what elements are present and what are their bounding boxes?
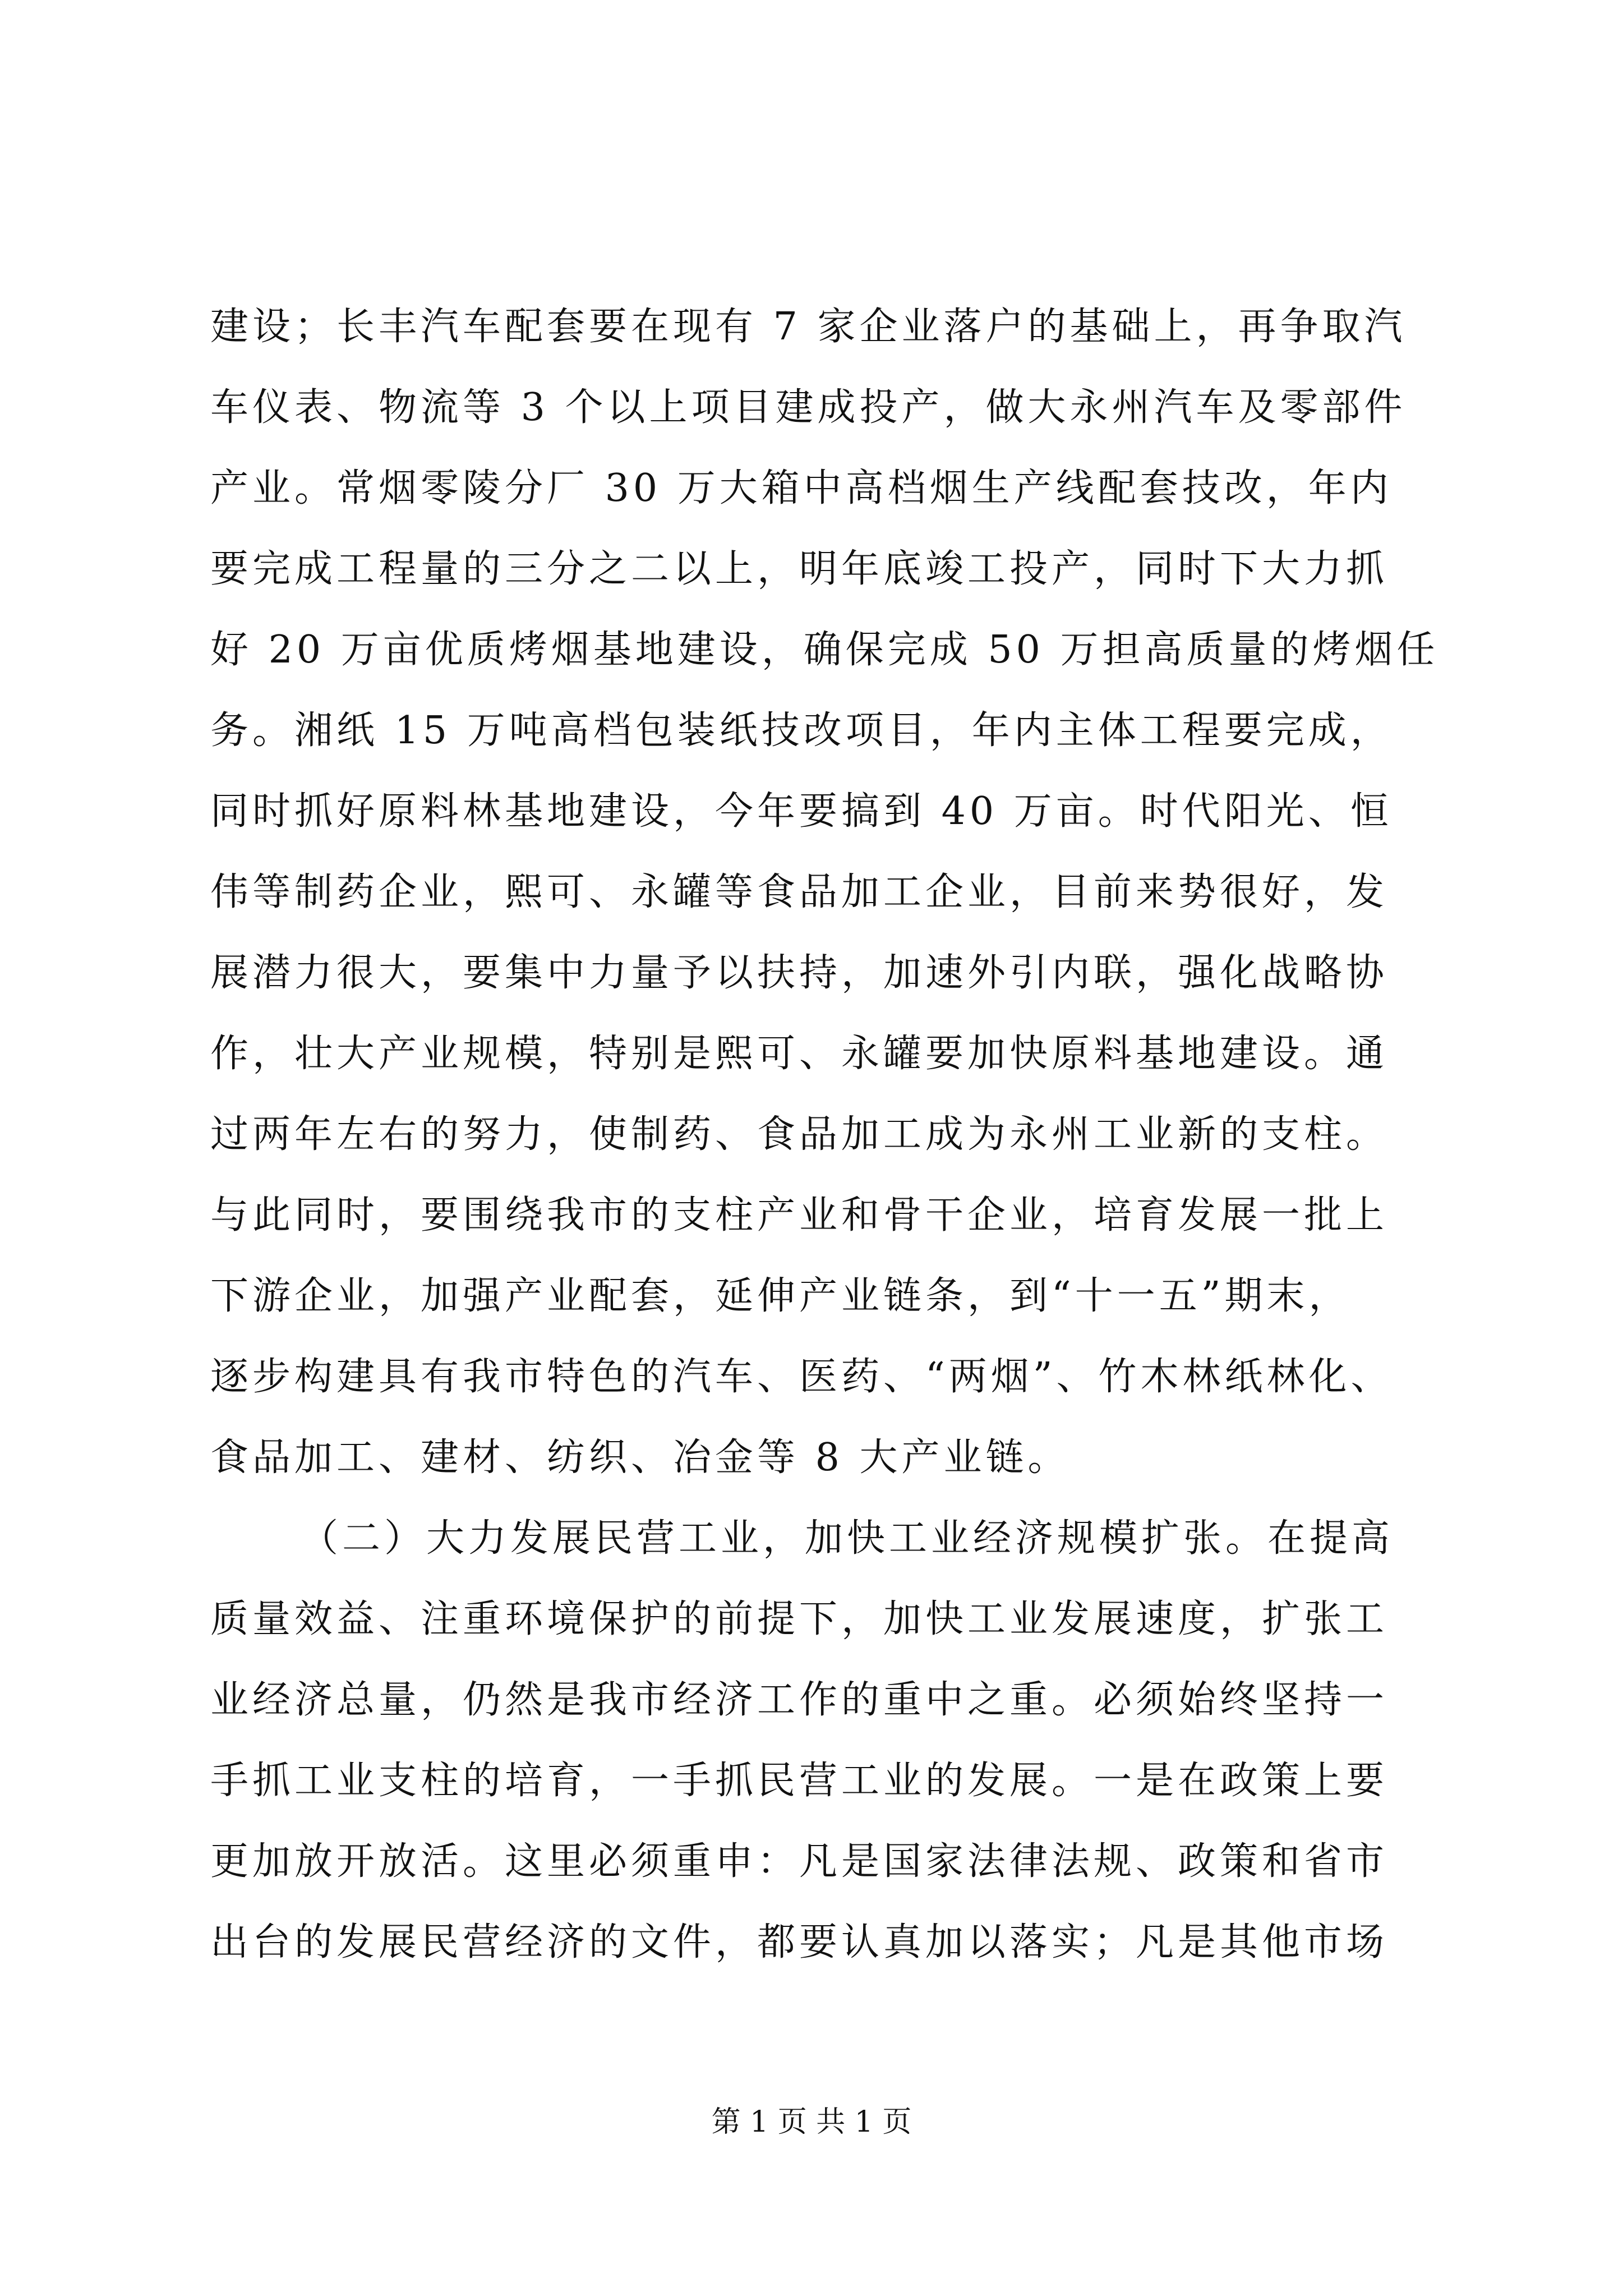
body-line: 下游企业，加强产业配套，延伸产业链条，到“十一五”期末， — [210, 1274, 1351, 1318]
body-line: 与此同时，要围绕我市的支柱产业和骨干企业，培育发展一批上 — [210, 1193, 1389, 1237]
body-line: 产业。常烟零陵分厂 30 万大箱中高档烟生产线配套技改，年内 — [210, 466, 1393, 510]
body-line: 食品加工、建材、纺织、冶金等 8 大产业链。 — [210, 1435, 1070, 1480]
body-line: 车仪表、物流等 3 个以上项目建成投产，做大永州汽车及零部件 — [210, 385, 1407, 430]
body-line: 过两年左右的努力，使制药、食品加工成为永州工业新的支柱。 — [210, 1112, 1389, 1157]
body-line: 建设；长丰汽车配套要在现有 7 家企业落户的基础上，再争取汽 — [210, 305, 1407, 349]
body-line: 好 20 万亩优质烤烟基地建设，确保完成 50 万担高质量的烤烟任 — [210, 628, 1439, 672]
body-line: 出台的发展民营经济的文件，都要认真加以落实；凡是其他市场 — [210, 1920, 1389, 1964]
body-line: 手抓工业支柱的培育，一手抓民营工业的发展。一是在政策上要 — [210, 1759, 1389, 1803]
body-line: 更加放开放活。这里必须重申：凡是国家法律法规、政策和省市 — [210, 1839, 1389, 1884]
body-line: 作，壮大产业规模，特别是熙可、永罐要加快原料基地建设。通 — [210, 1032, 1389, 1076]
body-line: 逐步构建具有我市特色的汽车、医药、“两烟”、竹木林纸林化、 — [210, 1355, 1393, 1399]
body-line: 质量效益、注重环境保护的前提下，加快工业发展速度，扩张工 — [210, 1597, 1389, 1641]
body-line: 展潜力很大，要集中力量予以扶持，加速外引内联，强化战略协 — [210, 951, 1389, 995]
page-number-footer: 第 1 页 共 1 页 — [711, 2105, 912, 2139]
body-line: 务。湘纸 15 万吨高档包装纸技改项目，年内主体工程要完成， — [210, 708, 1393, 753]
body-line: 要完成工程量的三分之二以上，明年底竣工投产，同时下大力抓 — [210, 547, 1389, 591]
body-line: 业经济总量，仍然是我市经济工作的重中之重。必须始终坚持一 — [210, 1678, 1389, 1722]
paragraph-start-line: （二）大力发展民营工业，加快工业经济规模扩张。在提高 — [300, 1516, 1394, 1561]
body-line: 同时抓好原料林基地建设，今年要搞到 40 万亩。时代阳光、恒 — [210, 789, 1393, 834]
body-line: 伟等制药企业，熙可、永罐等食品加工企业，目前来势很好，发 — [210, 870, 1389, 914]
